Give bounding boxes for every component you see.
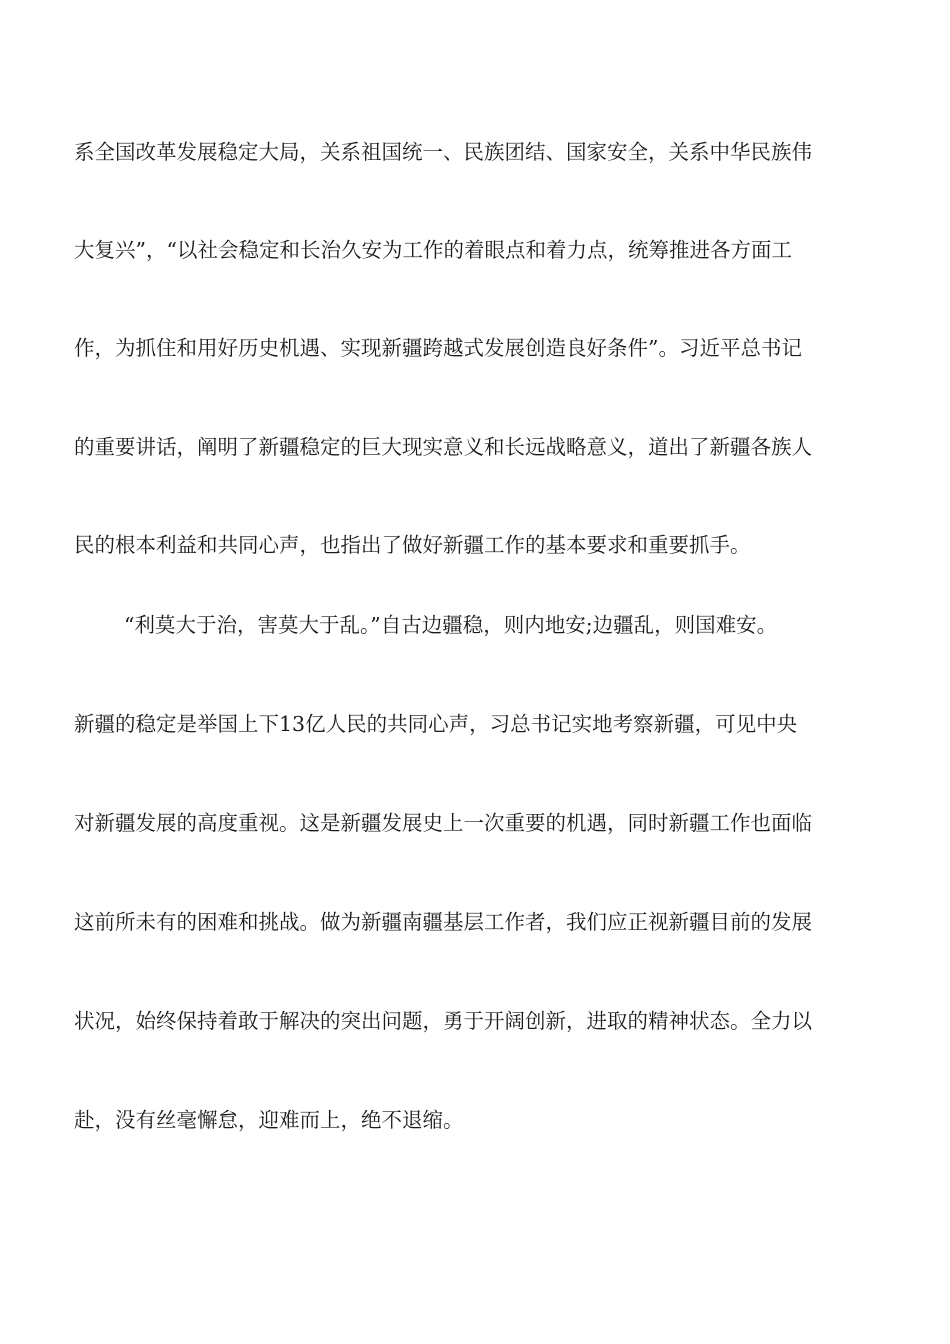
paragraph-line: 大复兴”，“以社会稳定和长治久安为工作的着眼点和着力点，统筹推进各方面工	[74, 238, 792, 262]
paragraph-line: 这前所未有的困难和挑战。做为新疆南疆基层工作者，我们应正视新疆目前的发展	[74, 910, 812, 934]
paragraph-line: 作，为抓住和用好历史机遇、实现新疆跨越式发展创造良好条件”。习近平总书记	[74, 336, 802, 360]
paragraph-line: 的重要讲话，阐明了新疆稳定的巨大现实意义和长远战略意义，道出了新疆各族人	[74, 435, 812, 459]
paragraph-line: 状况，始终保持着敢于解决的突出问题，勇于开阔创新，进取的精神状态。全力以	[74, 1009, 812, 1033]
paragraph-line: 对新疆发展的高度重视。这是新疆发展史上一次重要的机遇，同时新疆工作也面临	[74, 811, 812, 835]
paragraph-line: 民的根本利益和共同心声，也指出了做好新疆工作的基本要求和重要抓手。	[74, 533, 751, 557]
paragraph-line: 赴，没有丝毫懈怠，迎难而上，绝不退缩。	[74, 1108, 464, 1132]
paragraph-line: 新疆的稳定是举国上下13亿人民的共同心声，习总书记实地考察新疆，可见中央	[74, 712, 798, 736]
paragraph-line: 系全国改革发展稳定大局，关系祖国统一、民族团结、国家安全，关系中华民族伟	[74, 140, 812, 164]
paragraph-line: “利莫大于治，害莫大于乱。”自古边疆稳，则内地安;边疆乱，则国难安。	[124, 613, 778, 637]
